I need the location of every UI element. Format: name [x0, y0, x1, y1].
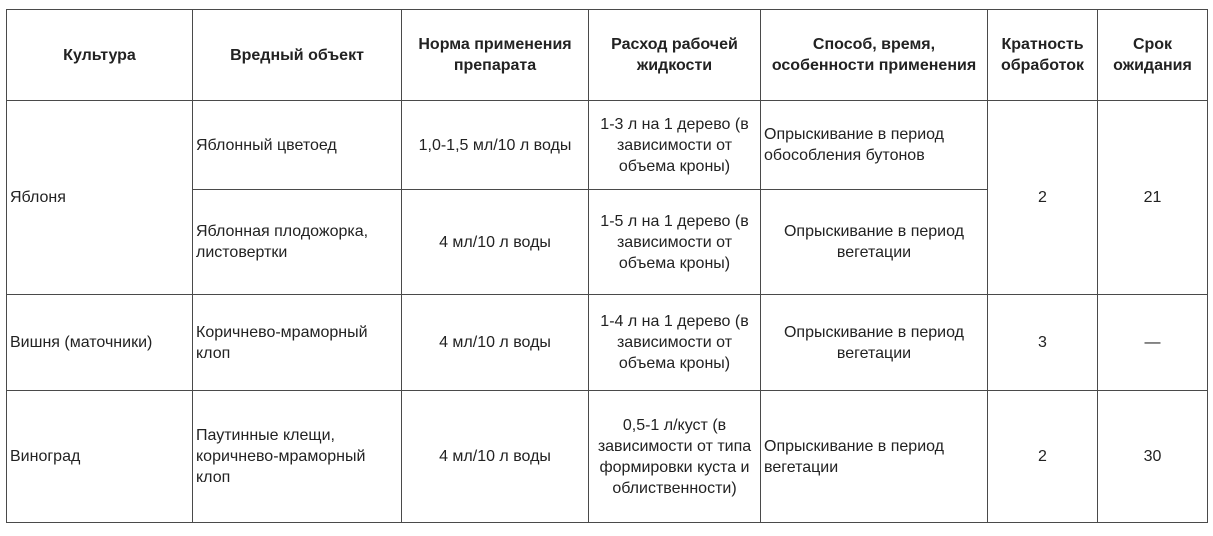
- method-cell: Опрыскивание в период вегетации: [761, 295, 988, 391]
- norm-cell: 4 мл/10 л воды: [402, 391, 589, 523]
- culture-cell: Яблоня: [7, 101, 193, 295]
- header-row: [7, 10, 1208, 101]
- norm-cell: 4 мл/10 л воды: [402, 295, 589, 391]
- wait-cell: 30: [1098, 391, 1208, 523]
- header-wait: Срок ожидания: [1098, 10, 1208, 101]
- table-row: [7, 101, 1208, 190]
- multiplicity-cell: 2: [988, 101, 1098, 295]
- pest-cell: Яблонная плодожорка, листовертки: [193, 190, 402, 295]
- header-culture: Культура: [7, 10, 193, 101]
- norm-cell: 1,0-1,5 мл/10 л воды: [402, 101, 589, 190]
- header-consumption: Расход рабочей жидкости: [589, 10, 761, 101]
- multiplicity-cell: 2: [988, 391, 1098, 523]
- consumption-cell: 1-3 л на 1 дерево (в зависимости от объема кроны): [589, 101, 761, 190]
- header-norm: Норма применения препарата: [402, 10, 589, 101]
- table-row: [7, 391, 1208, 523]
- wait-cell: 21: [1098, 101, 1208, 295]
- norm-cell: 4 мл/10 л воды: [402, 190, 589, 295]
- pest-cell: Паутинные клещи, коричнево-мраморный клоп: [193, 391, 402, 523]
- pesticide-application-table: [6, 9, 1208, 523]
- consumption-cell: 1-4 л на 1 дерево (в зависимости от объема кроны): [589, 295, 761, 391]
- wait-cell: —: [1098, 295, 1208, 391]
- header-method: Способ, время, особенности применения: [761, 10, 988, 101]
- pesticide-table-container: [6, 9, 1208, 523]
- table-row: [7, 295, 1208, 391]
- consumption-cell: 0,5-1 л/куст (в зависимости от типа формировки куста и облиственности): [589, 391, 761, 523]
- pest-cell: Коричнево-мраморный клоп: [193, 295, 402, 391]
- pest-cell: Яблонный цветоед: [193, 101, 402, 190]
- method-cell: Опрыскивание в период вегетации: [761, 391, 988, 523]
- consumption-cell: 1-5 л на 1 дерево (в зависимости от объема кроны): [589, 190, 761, 295]
- method-cell: Опрыскивание в период обособления бутонов: [761, 101, 988, 190]
- multiplicity-cell: 3: [988, 295, 1098, 391]
- header-multiplicity: Кратность обработок: [988, 10, 1098, 101]
- method-cell: Опрыскивание в период вегетации: [761, 190, 988, 295]
- header-pest: Вредный объект: [193, 10, 402, 101]
- culture-cell: Виноград: [7, 391, 193, 523]
- culture-cell: Вишня (маточники): [7, 295, 193, 391]
